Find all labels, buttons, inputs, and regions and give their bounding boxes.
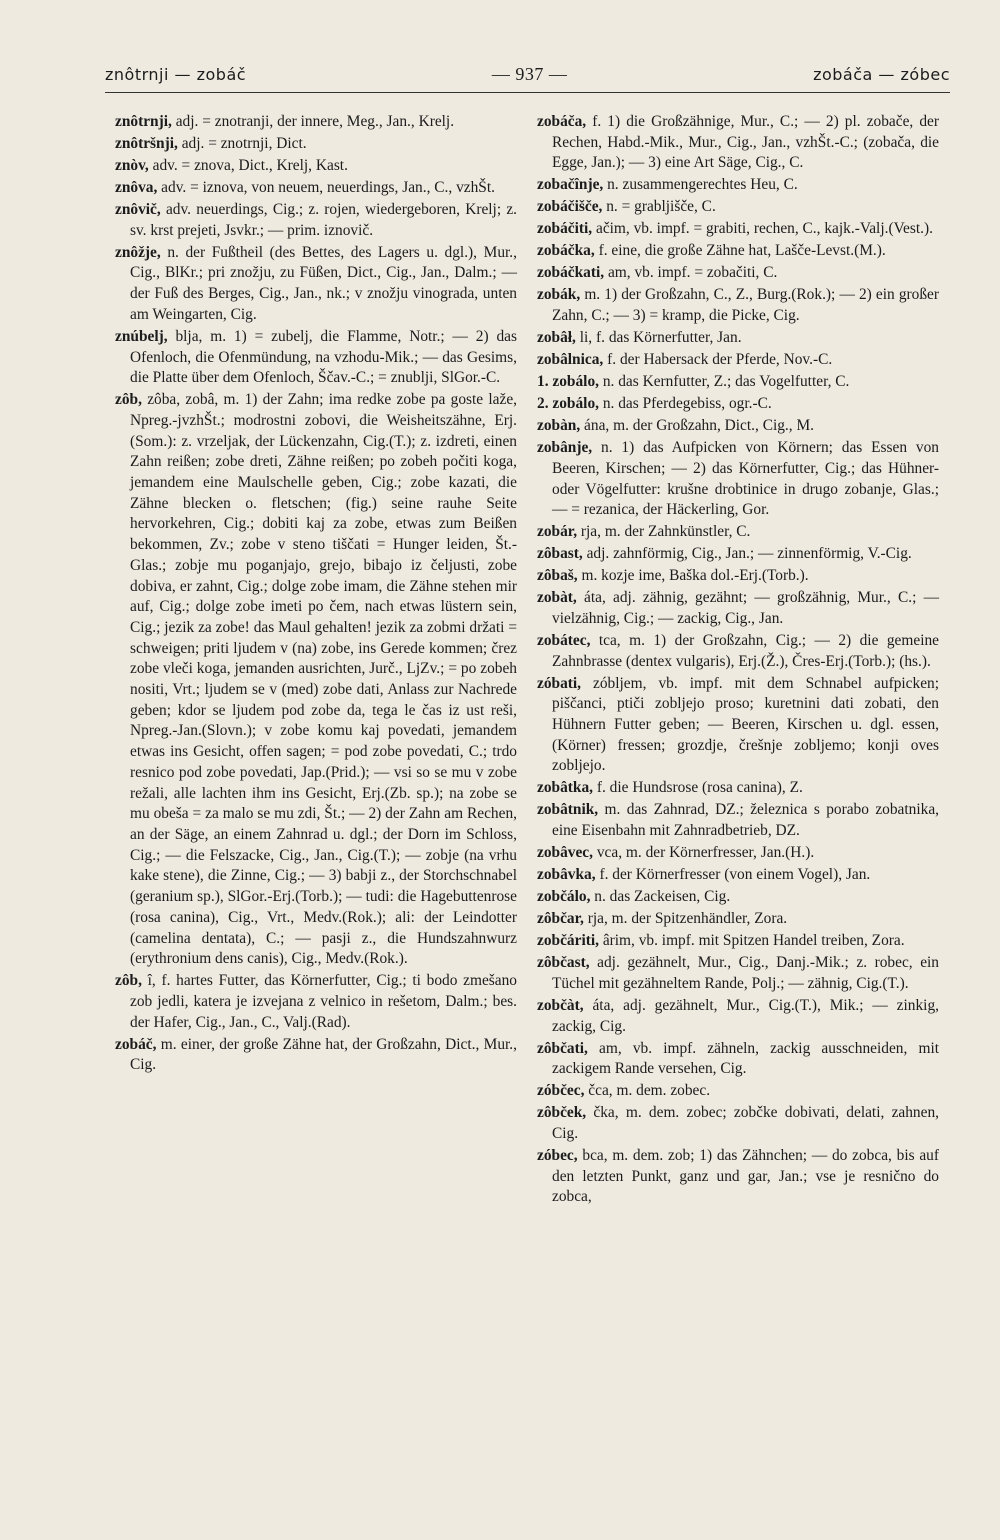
- entry-definition: tca, m. 1) der Großzahn, Cig.; — 2) die gemeine Zahnbrasse (dentex vulgaris), Erj.(Ž.), Čres-Erj.(Torb.); (hs.).: [552, 631, 939, 670]
- entry-definition: n. das Kernfutter, Z.; das Vogelfutter, C.: [599, 373, 850, 391]
- entry-definition: adv. neuerdings, Cig.; z. rojen, wiedergeboren, Krelj; z. sv. krst prejeti, Jsvkr.; — prim. iznovič.: [130, 201, 517, 239]
- dictionary-entry: [115, 200, 517, 241]
- dictionary-entry: [537, 175, 939, 196]
- entry-definition: adj. = znotrnji, Dict.: [177, 135, 307, 152]
- right-column: [537, 112, 939, 1209]
- dictionary-entry: [537, 631, 939, 672]
- dictionary-entry: [115, 1035, 517, 1076]
- entry-headword: zobáčkati,: [537, 264, 605, 282]
- entry-headword: zôb,: [115, 391, 142, 409]
- dictionary-entry: [115, 390, 517, 970]
- page-header: [105, 60, 950, 88]
- entry-definition: áta, adj. gezähnelt, Mur., Cig.(T.), Mik.; — zinkig, zackig, Cig.: [552, 996, 939, 1035]
- entry-definition: n. zusammengerechtes Heu, C.: [603, 176, 798, 194]
- entry-definition: ána, m. der Großzahn, Dict., Cig., M.: [580, 417, 815, 435]
- dictionary-entry: [537, 522, 939, 543]
- entry-definition: m. 1) der Großzahn, C., Z., Burg.(Rok.); — 2) ein großer Zahn, C.; — 3) = kramp, die Picke, Cig.: [552, 286, 939, 325]
- entry-headword: zobčálo,: [537, 888, 591, 906]
- dictionary-entry: [537, 800, 939, 841]
- entry-headword: zobák,: [537, 286, 581, 304]
- entry-definition: adj. zahnförmig, Cig., Jan.; — zinnenförmig, V.-Cig.: [582, 545, 912, 563]
- dictionary-entry: [537, 219, 939, 240]
- entry-headword: zóbati,: [537, 674, 582, 692]
- entry-definition: áta, adj. zähnig, gezähnt; — großzähnig, Mur., C.; — vielzähnig, Cig.; — zackig, Cig., Jan.: [552, 589, 939, 627]
- entry-headword: zobàt,: [537, 589, 577, 607]
- entry-definition: ačim, vb. impf. = grabiti, rechen, C., kajk.-Valj.(Vest.).: [592, 220, 933, 238]
- entry-definition: adj. gezähnelt, Mur., Cig., Danj.-Mik.; z. robec, ein Tüchel mit gezähneltem Rande, Polj.; — zähnig, Cig.(T.).: [552, 954, 939, 992]
- entry-headword: znôva,: [115, 179, 158, 196]
- entry-definition: î, f. hartes Futter, das Körnerfutter, Cig.; ti bodo zmešano zob jedli, katera je izvejana z velnico in rešetom, Dalm.; bes. der Hafer, Cig., Jan., C., Valj.(Rad).: [130, 972, 517, 1031]
- dictionary-entry: [537, 372, 939, 393]
- entry-definition: am, vb. impf. = zobačiti, C.: [604, 264, 778, 282]
- entry-headword: zôbčar,: [537, 910, 584, 928]
- entry-definition: čka, m. dem. zobec; zobčke dobivati, delati, zahnen, Cig.: [552, 1104, 939, 1142]
- entry-headword: zobânje,: [537, 439, 593, 457]
- entry-headword: zobáčišče,: [537, 198, 603, 216]
- entry-definition: n. 1) das Aufpicken von Körnern; das Essen von Beeren, Kirschen; — 2) das Körnerfutter, Cig.; das Hühner- oder Vögelfutter: krušne drobtinice in drugo zobanje, Glas.; — = rezanica, der Häckerling, Gor.: [552, 439, 939, 519]
- dictionary-entry: [115, 178, 517, 199]
- entry-definition: rja, m. der Zahnkünstler, C.: [577, 523, 751, 541]
- entry-headword: zobâtka,: [537, 779, 594, 797]
- entry-headword: zôbčast,: [537, 954, 590, 972]
- entry-definition: n. der Fußtheil (des Bettes, des Lagers u. dgl.), Mur., Cig., BlKr.; pri znožju, zu Füßen, Dict., Cig., Jan., Dalm.; — der Fuß des Berges, Cig., Jan., nk.; v znožju vinograda, unten am Weingarten, Cig.: [130, 243, 517, 323]
- dictionary-entry: [537, 1081, 939, 1102]
- left-guide-word: znôtrnji — zobáč: [105, 64, 247, 84]
- dictionary-entry: [115, 243, 517, 326]
- entry-definition: f. eine, die große Zähne hat, Lašče-Levst.(M.).: [594, 242, 886, 260]
- dictionary-entry: [537, 778, 939, 799]
- entry-definition: f. der Habersack der Pferde, Nov.-C.: [603, 351, 833, 369]
- header-rule: [105, 92, 950, 93]
- entry-definition: m. einer, der große Zähne hat, der Großzahn, Dict., Mur., Cig.: [130, 1035, 517, 1074]
- entry-headword: zobâtnik,: [537, 801, 599, 819]
- dictionary-entry: [537, 1146, 939, 1208]
- dictionary-entry: [115, 327, 517, 389]
- entry-headword: zobár,: [537, 523, 578, 541]
- entry-definition: f. 1) die Großzähnige, Mur., C.; — 2) pl. zobače, der Rechen, Habd.-Mik., Mur., Cig., Jan., vzhŠt.-C.; (zobača, die Egge, Jan.); — 3) eine Art Säge, Cig., C.: [552, 113, 939, 172]
- entry-definition: n. das Pferdegebiss, ogr.-C.: [599, 395, 772, 413]
- dictionary-entry: [537, 438, 939, 521]
- right-guide-word: zobáča — zóbec: [813, 64, 950, 84]
- entry-headword: zobâvka,: [537, 866, 596, 884]
- entry-headword: znòv,: [115, 157, 149, 174]
- entry-definition: adv. = iznova, von neuem, neuerdings, Jan., C., vzhŠt.: [157, 179, 495, 196]
- entry-headword: zobáčka,: [537, 242, 595, 260]
- dictionary-entry: [115, 112, 517, 133]
- entry-definition: bca, m. dem. zob; 1) das Zähnchen; — do zobca, bis auf den letzten Punkt, ganz und gar, Jan.; vse je resnično do zobca,: [552, 1146, 939, 1206]
- entry-headword: zobáča,: [537, 113, 587, 130]
- left-column: [115, 112, 517, 1077]
- entry-headword: zobátec,: [537, 631, 591, 649]
- entry-headword: zobčàt,: [537, 996, 584, 1014]
- entry-headword: znôžje,: [115, 243, 161, 261]
- entry-definition: blja, m. 1) = zubelj, die Flamme, Notr.; — 2) das Ofenloch, die Ofenmündung, na vzhodu-Mik.; — das Gesims, die Platte über dem Ofenloch, Ščav.-C.; = znublji, SlGor.-C.: [130, 327, 517, 387]
- dictionary-entry: [537, 328, 939, 349]
- dictionary-entry: [537, 996, 939, 1037]
- entry-headword: zobáčiti,: [537, 220, 593, 238]
- dictionary-entry: [537, 588, 939, 629]
- entry-headword: zobàn,: [537, 417, 581, 435]
- dictionary-entry: [537, 112, 939, 174]
- entry-headword: zobâvec,: [537, 844, 593, 862]
- entry-headword: zôbčati,: [537, 1039, 588, 1057]
- dictionary-entry: [115, 156, 517, 177]
- dictionary-entry: [115, 134, 517, 155]
- entry-headword: znôtršnji,: [115, 135, 178, 152]
- dictionary-entry: [537, 197, 939, 218]
- dictionary-entry: [537, 843, 939, 864]
- entry-definition: čca, m. dem. zobec.: [584, 1082, 711, 1100]
- entry-definition: n. = grabljišče, C.: [602, 198, 716, 216]
- dictionary-entry: [537, 909, 939, 930]
- entry-headword: zôbaš,: [537, 567, 578, 585]
- entry-headword: zobačînje,: [537, 176, 604, 194]
- dictionary-entry: [537, 241, 939, 262]
- entry-definition: m. kozje ime, Baška dol.-Erj.(Torb.).: [577, 567, 809, 585]
- dictionary-entry: [537, 350, 939, 371]
- entry-headword: znôvič,: [115, 201, 161, 218]
- dictionary-entry: [537, 887, 939, 908]
- entry-definition: zôba, zobâ, m. 1) der Zahn; ima redke zobe pa goste laže, Npreg.-jvzhŠt.; modrostni zobovi, die Weisheitszähne, Erj.(Som.): z. vrzeljak, der Lückenzahn, Cig.(T.); z. izdreti, einen Zahn reißen; zobe dreti, Zähne reißen; po zobeh počiti koga, jemandem eine Maulschelle geben, Cig.; zobe kazati, die Zähne blecken o. fletschen; (fig.) seine rauhe Seite hervorkehren, Cig.; dobiti kaj za zobe, etwas zum Beißen bekommen, Zv.; zobe v steno tiščati = Hunger leiden, Št.-Glas.; zobje mu poganjajo, grejo, bibajo iz čeljusti, zobe dobiva, er zahnt, Cig.; dolge zobe imam, die Zähne stehen mir auf, Cig.; dolge zobe imeti po čem, nach etwas lüstern sein, Cig.; jezik za zobe! das Maul gehalten! jezik za zobmi držati = schweigen; priti ljudem v (na) zobe, ins Gerede kommen; črez zobe vleči koga, jemanden ausrichten, Jurč., LjZv.; = po zobeh nositi, Vrt.; ljudem se v (med) zobe dati, Anlass zur Nachrede geben; kdor se ljudem pod zobe da, tega le čas iz ust reši, Npreg.-Jan.(Slovn.); v zobe komu kaj povedati, jemandem etwas ins Gesicht, offen sagen; = pod zobe povedati, C.; trdo resnico pod zobe povedati, Jap.(Prid.); — vsi so se mu v zobe režali, alle lachten ihm ins Gesicht, Erj.(Zb. sp.); na zobe se mu obeša = za malo se mu zdi, Št.; — 2) der Zahn am Rechen, an der Säge, an einem Zahnrad u. dgl.; der Dorn im Schloss, Cig.; — die Felszacke, Cig., Jan., Cig.(T.); — zobje (na vrhu kake stene), die Zinne, Cig.; — 3) babji z., der Storchschnabel (geranium sp.), SlGor.-Erj.(Torb.); — tudi: die Hagebuttenrose (rosa canina), Cig., Vrt., Medv.(Rok.); ali: der Leindotter (camelina dentata), C.; — pasji z., die Hundszahnwurz (erythronium dens canis), Cig., Medv.(Rok.).: [130, 391, 517, 968]
- entry-headword: znúbelj,: [115, 327, 168, 345]
- dictionary-entry: [537, 285, 939, 326]
- dictionary-entry: [537, 1039, 939, 1080]
- entry-headword: zobâł,: [537, 329, 576, 347]
- entry-headword: 2. zobálo,: [537, 395, 599, 413]
- dictionary-entry: [537, 674, 939, 778]
- dictionary-entry: [537, 416, 939, 437]
- entry-definition: rja, m. der Spitzenhändler, Zora.: [583, 910, 788, 928]
- entry-definition: li, f. das Körnerfutter, Jan.: [575, 329, 742, 347]
- entry-headword: zôbček,: [537, 1104, 587, 1122]
- entry-headword: zôbast,: [537, 545, 583, 563]
- dictionary-entry: [537, 566, 939, 587]
- dictionary-entry: [537, 263, 939, 284]
- entry-headword: 1. zobálo,: [537, 373, 599, 391]
- dictionary-entry: [537, 394, 939, 415]
- dictionary-entry: [537, 544, 939, 565]
- entry-definition: f. der Körnerfresser (von einem Vogel), Jan.: [595, 866, 871, 884]
- entry-headword: zóbec,: [537, 1146, 578, 1164]
- entry-definition: zóbljem, vb. impf. mit dem Schnabel aufpicken; piščanci, ptiči zobljejo proso; kuretnini dati zobati, den Hühnern Futter geben; — Beeren, Kirschen u. dgl. essen, (Körner) fressen; grozdje, črešnje zobljemo; konji oves zobljejo.: [552, 674, 939, 775]
- dictionary-entry: [115, 971, 517, 1033]
- entry-definition: am, vb. impf. zähneln, zackig ausschneiden, mit zackigem Rande versehen, Cig.: [552, 1039, 939, 1078]
- page-number: — 937 —: [491, 63, 568, 84]
- entry-headword: znôtrnji,: [115, 113, 172, 130]
- entry-headword: zobáč,: [115, 1035, 157, 1053]
- entry-headword: zobčáriti,: [537, 932, 599, 950]
- entry-headword: zôb,: [115, 972, 142, 990]
- entry-definition: ârim, vb. impf. mit Spitzen Handel treiben, Zora.: [598, 932, 905, 950]
- entry-definition: n. das Zackeisen, Cig.: [590, 888, 731, 906]
- entry-headword: zobâlnica,: [537, 351, 604, 369]
- dictionary-entry: [537, 1103, 939, 1144]
- entry-headword: zóbčec,: [537, 1082, 585, 1100]
- entry-definition: m. das Zahnrad, DZ.; železnica s porabo zobatnika, eine Eisenbahn mit Zahnradbetrieb, DZ.: [552, 801, 939, 840]
- entry-definition: vca, m. der Körnerfresser, Jan.(H.).: [593, 844, 815, 862]
- dictionary-entry: [537, 931, 939, 952]
- entry-definition: adv. = znova, Dict., Krelj, Kast.: [148, 157, 348, 174]
- entry-definition: f. die Hundsrose (rosa canina), Z.: [593, 779, 803, 797]
- entry-definition: adj. = znotranji, der innere, Meg., Jan., Krelj.: [171, 113, 455, 130]
- dictionary-entry: [537, 865, 939, 886]
- dictionary-entry: [537, 953, 939, 994]
